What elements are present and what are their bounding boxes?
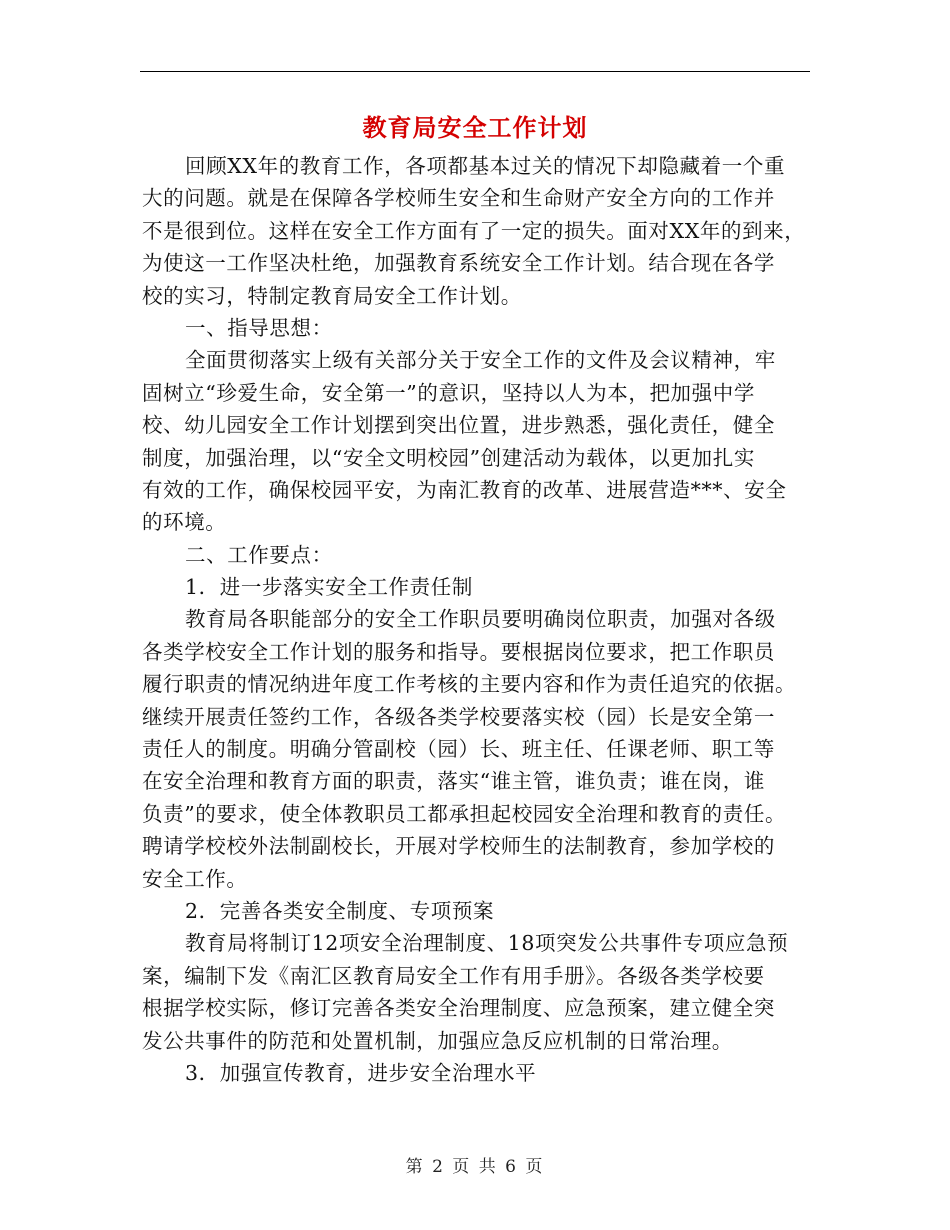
text-line: 校、幼儿园安全工作计划摆到突出位置，进步熟悉，强化责任，健全 [142,413,775,438]
text-line: 的环境。 [142,510,227,535]
text-line: 大的问题。就是在保障各学校师生安全和生命财产安全方向的工作并 [142,186,775,211]
subsection-heading: 3．加强宣传教育，进步安全治理水平 [185,1060,537,1085]
text-line: 各类学校安全工作计划的服务和指导。要根据岗位要求，把工作职员 [142,639,775,664]
text-line: 在安全治理和教育方面的职责，落实“谁主管，谁负责；谁在岗，谁 [142,769,765,794]
subsection-heading: 2．完善各类安全制度、专项预案 [185,898,495,923]
section-heading: 一、指导思想： [185,315,333,340]
text-line: 继续开展责任签约工作，各级各类学校要落实校（园）长是安全第一 [142,704,775,729]
text-line: 制度，加强治理，以“安全文明校园”创建活动为载体，以更加扎实 [142,445,755,470]
text-line: 负责”的要求，使全体教职员工都承担起校园安全治理和教育的责任。 [142,801,787,826]
header-rule [140,71,810,72]
text-line: 教育局各职能部分的安全工作职员要明确岗位职责，加强对各级 [185,607,776,632]
text-line: 固树立“珍爱生命，安全第一”的意识，坚持以人为本，把加强中学 [142,380,755,405]
text-line: 有效的工作，确保校园平安，为南汇教育的改革、进展营造***、安全 [142,477,787,502]
text-line: 教育局将制订12项安全治理制度、18项突发公共事件专项应急预 [185,931,789,956]
text-line: 责任人的制度。明确分管副校（园）长、班主任、任课老师、职工等 [142,737,775,762]
section-heading: 二、工作要点： [185,542,333,567]
text-line: 回顾XX年的教育工作，各项都基本过关的情况下却隐藏着一个重 [185,154,786,178]
text-line: 安全工作。 [142,866,248,891]
text-line: 履行职责的情况纳进年度工作考核的主要内容和作为责任追究的依据。 [142,672,797,697]
page-number: 第 2 页 共 6 页 [405,1157,545,1177]
text-line: 案，编制下发《南汇区教育局安全工作有用手册》。各级各类学校要 [142,963,765,988]
text-line: 为使这一工作坚决杜绝，加强教育系统安全工作计划。结合现在各学 [142,251,775,276]
text-line: 根据学校实际，修订完善各类安全治理制度、应急预案，建立健全突 [142,996,775,1021]
text-line: 校的实习，特制定教育局安全工作计划。 [142,283,522,308]
text-line: 聘请学校校外法制副校长，开展对学校师生的法制教育，参加学校的 [142,834,775,859]
text-line: 全面贯彻落实上级有关部分关于安全工作的文件及会议精神，牢 [185,348,776,373]
subsection-heading: 1．进一步落实安全工作责任制 [185,575,473,600]
document-body [142,150,808,1089]
document-title: 教育局安全工作计划 [362,113,588,142]
text-line: 不是很到位。这样在安全工作方面有了一定的损失。面对XX年的到来， [142,218,806,243]
text-line: 发公共事件的防范和处置机制，加强应急反应机制的日常治理。 [142,1028,733,1053]
